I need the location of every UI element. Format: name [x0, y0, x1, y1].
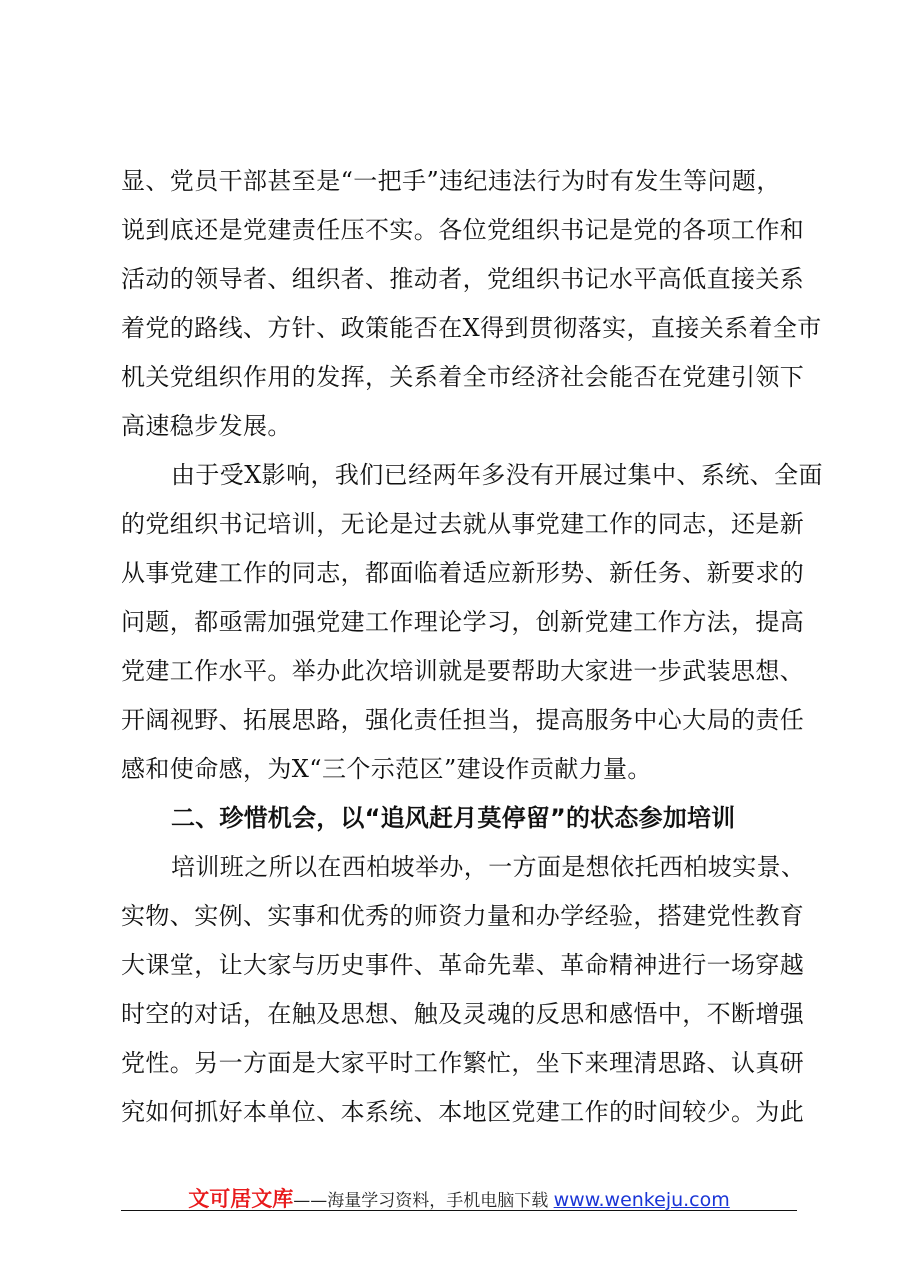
body-line: 感和使命感，为X“三个示范区”建设作贡献力量。	[121, 755, 652, 783]
body-line: 党性。另一方面是大家平时工作繁忙，坐下来理清思路、认真研	[121, 1049, 805, 1077]
body-line: 从事党建工作的同志，都面临着适应新形势、新任务、新要求的	[121, 559, 805, 587]
body-line: 大课堂，让大家与历史事件、革命先辈、革命精神进行一场穿越	[121, 951, 805, 979]
footer-tagline: ——海量学习资料，手机电脑下载	[293, 1191, 549, 1211]
body-line: 机关党组织作用的发挥，关系着全市经济社会能否在党建引领下	[121, 363, 805, 391]
body-line: 实物、实例、实事和优秀的师资力量和办学经验，搭建党性教育	[121, 902, 805, 930]
body-line: 开阔视野、拓展思路，强化责任担当，提高服务中心大局的责任	[121, 706, 805, 734]
body-line: 着党的路线、方针、政策能否在X得到贯彻落实，直接关系着全市	[121, 314, 822, 342]
footer-divider	[121, 1210, 797, 1211]
document-body	[121, 157, 821, 1137]
footer-link[interactable]: www.wenkeju.com	[553, 1189, 730, 1211]
body-line: 培训班之所以在西柏坡举办，一方面是想依托西柏坡实景、	[171, 853, 806, 881]
body-line: 显、党员干部甚至是“一把手”违纪违法行为时有发生等问题，	[121, 167, 781, 195]
body-line: 高速稳步发展。	[121, 412, 292, 440]
body-line: 问题，都亟需加强党建工作理论学习，创新党建工作方法，提高	[121, 608, 805, 636]
body-line: 时空的对话，在触及思想、触及灵魂的反思和感悟中，不断增强	[121, 1000, 805, 1028]
footer-brand: 文可居文库	[188, 1187, 294, 1211]
body-line: 究如何抓好本单位、本系统、本地区党建工作的时间较少。为此	[121, 1098, 805, 1126]
body-line: 的党组织书记培训，无论是过去就从事党建工作的同志，还是新	[121, 510, 805, 538]
page-footer	[121, 1183, 797, 1213]
body-line: 由于受X影响，我们已经两年多没有开展过集中、系统、全面	[171, 461, 823, 489]
body-line: 说到底还是党建责任压不实。各位党组织书记是党的各项工作和	[121, 216, 805, 244]
body-line: 活动的领导者、组织者、推动者，党组织书记水平高低直接关系	[121, 265, 805, 293]
body-line: 党建工作水平。举办此次培训就是要帮助大家进一步武装思想、	[121, 657, 805, 685]
section-heading: 二、珍惜机会，以“追风赶月莫停留”的状态参加培训	[171, 804, 736, 832]
